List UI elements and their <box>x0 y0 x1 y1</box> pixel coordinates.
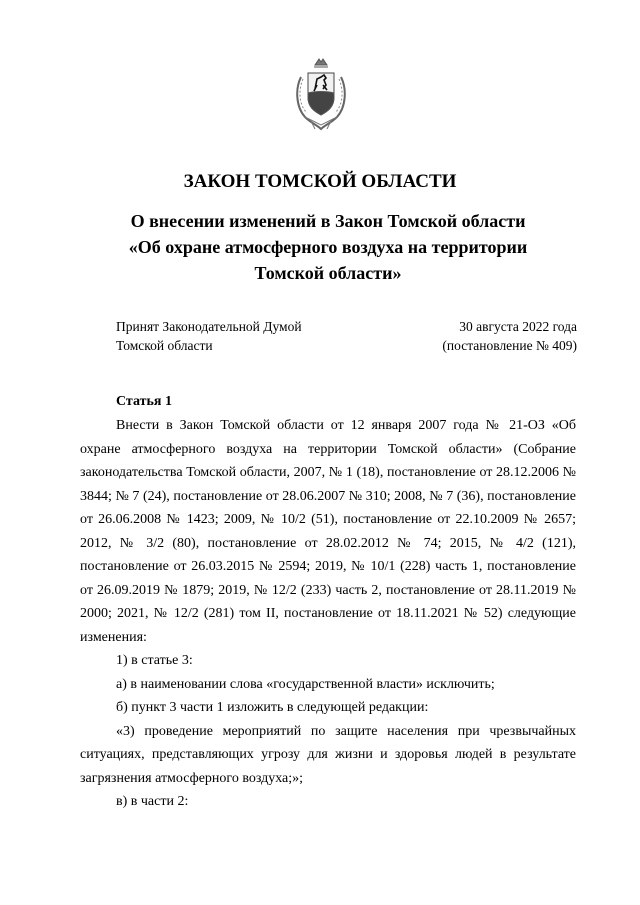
tomsk-coat-of-arms-icon <box>293 55 349 133</box>
adoption-resolution-line: (постановление № 409) <box>442 338 577 353</box>
amendment-quote: «3) проведение мероприятий по защите населения при чрезвычайных ситуациях, представляющих угрозу для жизни и здоровья людей в результате загрязнения атмосферного воздуха;»; <box>80 723 576 786</box>
adoption-date <box>442 317 577 355</box>
amendment-subitem: в) в части 2: <box>116 794 189 809</box>
adoption-body-line: Принят Законодательной Думой <box>116 319 302 334</box>
amendment-subitem: б) пункт 3 части 1 изложить в следующей редакции: <box>116 700 429 715</box>
subtitle-line: Томской области» <box>254 263 402 283</box>
article-intro-paragraph: Внести в Закон Томской области от 12 января 2007 года № 21-ОЗ «Об охране атмосферного воздуха на территории Томской области» (Собрание законодательства Томской области, 2007, № 1 (18), постановление от 28.12.2006 № 3844; № 7 (24), постановление от 28.06.2007 № 310; 2008, № 7 (36), постановление от 26.06.2008 № 1423; 2009, № 10/2 (51), постановление от 22.10.2009 № 2657; 2012, № 3/2 (80), постановление от 28.02.2012 № 74; 2015, № 4/2 (121), постановление от 26.03.2015 № 2594; 2019, № 10/1 (228) часть 1, постановление от 26.09.2019 № 1879; 2019, № 12/2 (233) часть 2, постановление от 28.11.2019 № 2000; 2021, № 12/2 (281) том II, постановление от 18.11.2021 № 52) следующие изменения: <box>80 418 576 645</box>
law-subtitle <box>80 208 576 286</box>
article-body <box>80 414 576 814</box>
subtitle-line: «Об охране атмосферного воздуха на территории <box>128 237 528 257</box>
amendment-subitem: а) в наименовании слова «государственной власти» исключить; <box>116 676 495 692</box>
article-heading: Статья 1 <box>116 394 172 409</box>
amendment-item: 1) в статье 3: <box>116 653 193 668</box>
subtitle-line: О внесении изменений в Закон Томской области <box>130 211 526 231</box>
adoption-date-line: 30 августа 2022 года <box>459 319 577 334</box>
law-title: ЗАКОН ТОМСКОЙ ОБЛАСТИ <box>183 171 457 192</box>
adoption-body-line: Томской области <box>116 338 213 353</box>
adoption-body <box>116 317 302 355</box>
